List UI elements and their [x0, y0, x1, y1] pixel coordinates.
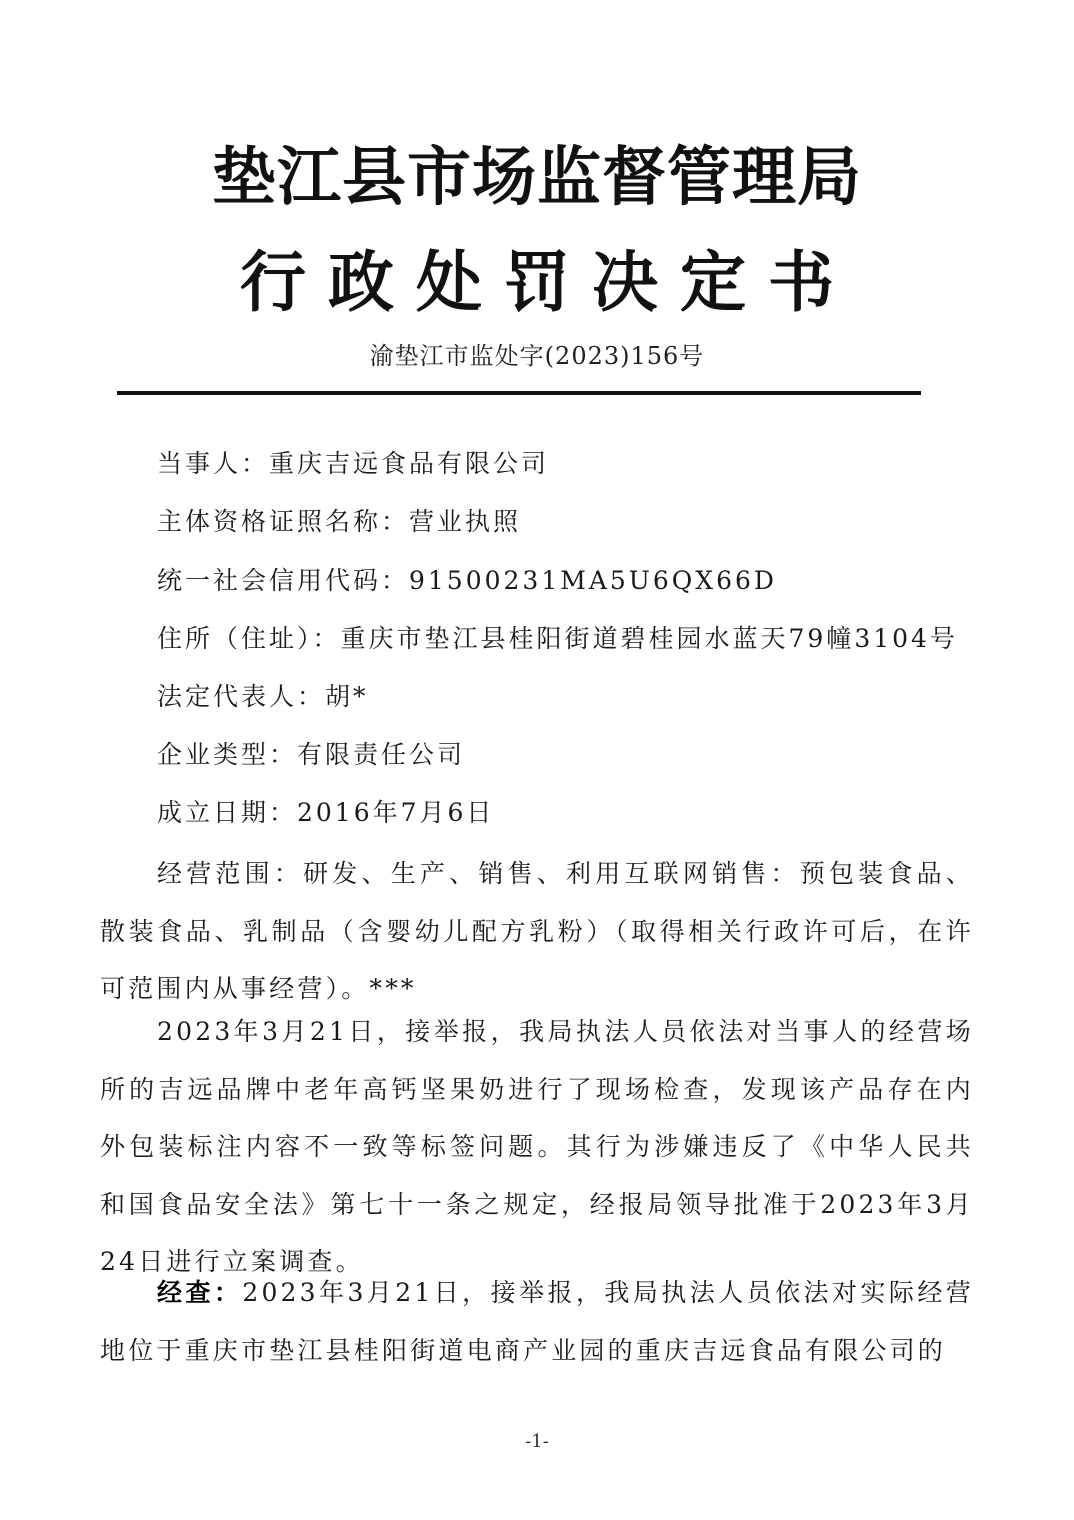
investigation-paragraph [100, 1264, 974, 1379]
credit-code: 统一社会信用代码：91500231MA5U6QX66D [157, 566, 777, 595]
case-paragraph: 2023年3月21日，接举报，我局执法人员依法对当事人的经营场所的吉远品牌中老年高钙坚果奶进行了现场检查，发现该产品存在内外包装标注内容不一致等标签问题。其行为涉嫌违反了《中华人民共和国食品安全法》第七十一条之规定，经报局领导批准于2023年3月24日进行立案调查。 [100, 1017, 974, 1276]
document-type-title: 行政处罚决定书 [240, 243, 856, 321]
business-scope: 经营范围：研发、生产、销售、利用互联网销售：预包装食品、散装食品、乳制品（含婴幼儿配方乳粉）（取得相关行政许可后，在许可范围内从事经营）。*** [100, 859, 974, 1003]
license-name: 主体资格证照名称：营业执照 [157, 507, 522, 536]
party-address: 住所（住址）：重庆市垫江县桂阳街道碧桂园水蓝天79幢3104号 [157, 624, 958, 653]
page-number: -1- [525, 1431, 549, 1452]
header-divider [117, 391, 921, 395]
document-number: 渝垫江市监处字(2023)156号 [369, 342, 705, 370]
legal-representative: 法定代表人：胡* [157, 682, 369, 711]
investigation-text: 2023年3月21日，接举报，我局执法人员依法对实际经营地位于重庆市垫江县桂阳街道电商产业园的重庆吉远食品有限公司的 [100, 1278, 974, 1365]
party-name: 当事人：重庆吉远食品有限公司 [157, 449, 550, 478]
founded-date: 成立日期：2016年7月6日 [157, 798, 495, 827]
investigation-lead: 经查： [157, 1278, 243, 1307]
company-type: 企业类型：有限责任公司 [157, 740, 466, 769]
agency-title: 垫江县市场监督管理局 [212, 141, 862, 215]
